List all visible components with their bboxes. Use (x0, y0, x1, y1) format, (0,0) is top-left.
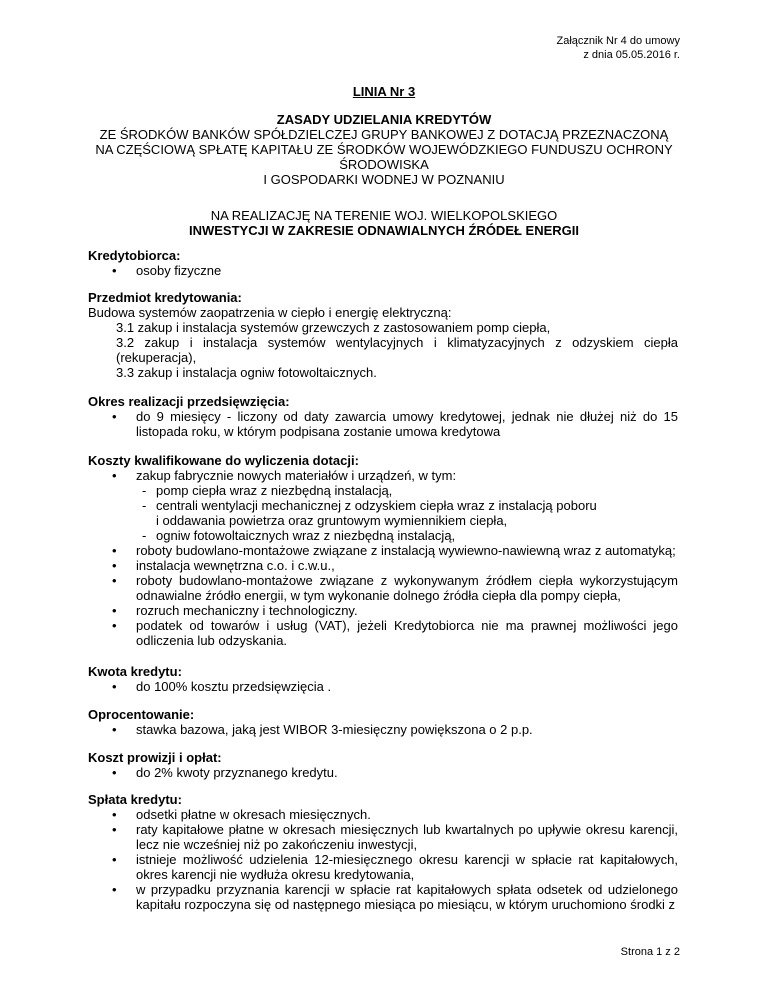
heading-line: I GOSPODARKI WODNEJ W POZNANIU (263, 172, 505, 187)
section-oprocentowanie (88, 707, 678, 737)
subheading-line-1: NA REALIZACJĘ NA TERENIE WOJ. WIELKOPOLSKIEGO (210, 208, 558, 223)
annex-line-2: z dnia 05.05.2016 r. (583, 49, 680, 61)
section-koszty (88, 453, 678, 648)
section-przedmiot (88, 290, 678, 380)
list-item: • do 100% kosztu przedsięwzięcia . (88, 679, 678, 694)
list-item: • osoby fizyczne (88, 263, 678, 278)
list-item: • roboty budowlano-montażowe związane z wykonywanym źródłem ciepła wykorzystującym odnawialne źródło energii, w tym wykonanie dolnego źródła ciepła dla pompy ciepła, (88, 573, 678, 603)
section-title: Oprocentowanie: (88, 707, 195, 722)
section-title: Przedmiot kredytowania: (88, 290, 242, 305)
list-item: • rozruch mechaniczny i technologiczny. (88, 603, 678, 618)
dash-item: - ogniw fotowoltaicznych wraz z niezbędną instalacją, (136, 528, 678, 543)
list-item-text: • zakup fabrycznie nowych materiałów i urządzeń, w tym: (136, 468, 457, 483)
annex-line-1: Załącznik Nr 4 do umowy (556, 35, 680, 47)
subheading-line-2: INWESTYCJI W ZAKRESIE ODNAWIALNYCH ŹRÓDEŁ ENERGII (188, 223, 579, 238)
list-item: • podatek od towarów i usług (VAT), jeżeli Kredytobiorca nie ma prawnej możliwości jego odliczenia lub odzyskania. (88, 618, 678, 648)
list-item: • do 9 miesięcy - liczony od daty zawarcia umowy kredytowej, jednak nie dłużej niż do 15 listopada roku, w którym podpisana zostanie umowa kredytowa (88, 409, 678, 439)
list-item: 3.1 zakup i instalacja systemów grzewczych z zastosowaniem pomp ciepła, (116, 320, 551, 335)
heading-line: ZE ŚRODKÓW BANKÓW SPÓŁDZIELCZEJ GRUPY BANKOWEJ Z DOTACJĄ PRZEZNACZONĄ (99, 127, 669, 142)
section-intro: Budowa systemów zaopatrzenia w ciepło i energię elektryczną: (88, 305, 452, 320)
list-item: • odsetki płatne w okresach miesięcznych. (88, 807, 678, 822)
document-subheading (60, 208, 708, 238)
section-title: Okres realizacji przedsięwzięcia: (88, 394, 290, 409)
heading-bold-line: ZASADY UDZIELANIA KREDYTÓW (276, 112, 492, 127)
section-splata (88, 792, 678, 912)
dash-item (136, 498, 678, 528)
list-item: • stawka bazowa, jaką jest WIBOR 3-miesięczny powiększona o 2 p.p. (88, 722, 678, 737)
section-title: Koszty kwalifikowane do wyliczenia dotacji: (88, 453, 359, 468)
list-item (88, 468, 678, 543)
list-item: • do 2% kwoty przyznanego kredytu. (88, 765, 678, 780)
list-item: 3.2 zakup i instalacja systemów wentylacyjnych i klimatyzacyjnych z odzyskiem ciepła (rekuperacja), (116, 335, 678, 365)
dash-item-continuation: i oddawania powietrza oraz gruntowym wymiennikiem ciepła, (156, 513, 508, 528)
heading-line: ŚRODOWISKA (339, 157, 429, 172)
list-item: • istnieje możliwość udzielenia 12-miesięcznego okresu karencji w spłacie rat kapitałowych, okres karencji nie wydłuża okresu kredytowania, (88, 852, 678, 882)
section-okres (88, 394, 678, 439)
section-title: Koszt prowizji i opłat: (88, 750, 222, 765)
list-item: 3.3 zakup i instalacja ogniw fotowoltaicznych. (116, 365, 377, 380)
list-item: • raty kapitałowe płatne w okresach miesięcznych lub kwartalnych po upływie okresu karencji, lecz nie wcześniej niż po zakończeniu inwestycji, (88, 822, 678, 852)
section-title: Spłata kredytu: (88, 792, 182, 807)
document-heading (60, 112, 708, 187)
heading-line: NA CZĘŚCIOWĄ SPŁATĘ KAPITAŁU ZE ŚRODKÓW WOJEWÓDZKIEGO FUNDUSZU OCHRONY (95, 142, 673, 157)
page-number: Strona 1 z 2 (620, 946, 680, 958)
section-title: Kwota kredytu: (88, 664, 182, 679)
section-prowizja (88, 750, 678, 780)
list-item: • roboty budowlano-montażowe związane z instalacją wywiewno-nawiewną wraz z automatyką; (88, 543, 678, 558)
section-title: Kredytobiorca: (88, 248, 181, 263)
section-kredytobiorca (88, 248, 678, 278)
list-item: • instalacja wewnętrzna c.o. i c.w.u., (88, 558, 678, 573)
annex-note (557, 34, 681, 62)
list-item: • w przypadku przyznania karencji w spłacie rat kapitałowych spłata odsetek od udzielonego kapitału rozpoczyna się od następnego miesiąca po miesiącu, w którym uruchomiono środki z (88, 882, 678, 912)
dash-item-text: - centrali wentylacji mechanicznej z odzyskiem ciepła wraz z instalacją poboru (156, 498, 597, 513)
document-title: LINIA Nr 3 (352, 84, 416, 99)
dash-item: - pomp ciepła wraz z niezbędną instalacją, (136, 483, 678, 498)
section-kwota (88, 664, 678, 694)
